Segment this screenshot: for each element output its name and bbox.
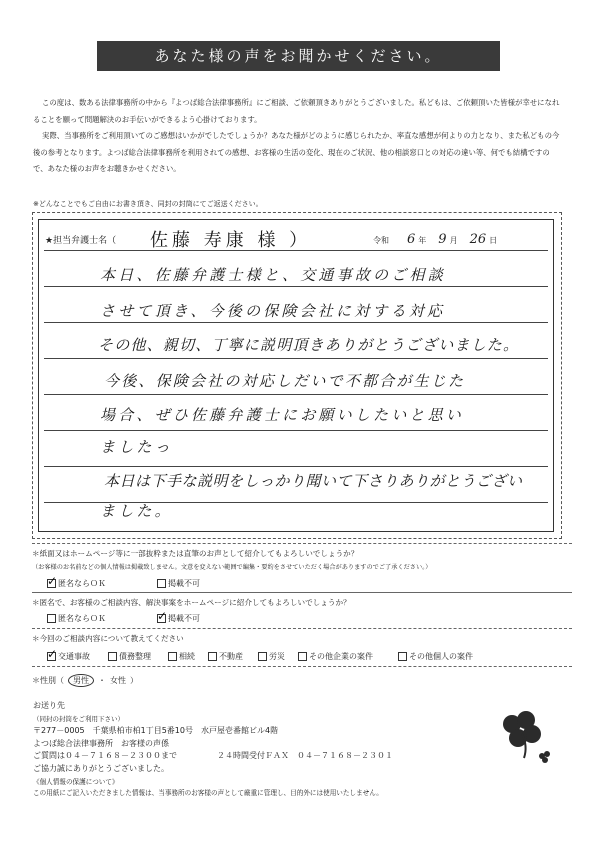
address-postal: 〒277－0005 千葉県柏市柏1丁目5番10号 水戸屋壱番館ビル4階	[33, 726, 279, 736]
letter-rule	[44, 394, 548, 395]
gender-female[interactable]: 女性	[110, 676, 126, 685]
checkbox-icon[interactable]	[157, 579, 166, 588]
letter-line-2: させて頂き、今後の保険会社に対する対応	[100, 302, 446, 320]
letter-rule	[44, 430, 548, 431]
q3-option-workplace-injury[interactable]	[258, 651, 285, 662]
letter-rule	[44, 250, 548, 251]
letter-line-1: 本日、佐藤弁護士様と、交通事故のご相談	[100, 266, 446, 284]
gender-field	[32, 674, 138, 687]
privacy-text: この用紙にご記入いただきました情報は、当事務所のお客様の声として厳重に管理し、目的外には使用いたしません。	[33, 789, 383, 797]
date-month-unit: 月	[449, 236, 458, 245]
divider	[32, 543, 572, 544]
letter-line-3: その他、親切、丁寧に説明頂きありがとうございました。	[98, 336, 520, 354]
date-day-unit: 日	[489, 236, 498, 245]
q3-option-label: 債務整理	[119, 652, 151, 661]
checkbox-icon[interactable]	[168, 652, 177, 661]
gender-close: ）	[130, 676, 138, 685]
lawyer-label: ★担当弁護士名（	[45, 236, 117, 246]
q3-option-label: その他個人の案件	[409, 652, 473, 661]
page-title: あなた様の声をお聞かせください。	[97, 41, 500, 71]
address-thanks: ご協力誠にありがとうございました。	[33, 763, 169, 773]
checkbox-icon[interactable]	[47, 614, 56, 623]
q2-option-label: 匿名ならＯＫ	[58, 614, 106, 623]
q1-question: ＊紙面又はホームページ等に一部抜粋または直筆のお声として紹介してもよろしいでしょうか？	[32, 549, 359, 558]
letter-line-5: 場合、ぜひ佐藤弁護士にお願いしたいと思い	[100, 406, 465, 424]
checkbox-checked-icon[interactable]	[47, 579, 56, 588]
letter-line-7: 本日は下手な説明をしっかり聞いて下さりありがとうござい	[104, 472, 523, 490]
q3-option-label: その他企業の案件	[309, 652, 373, 661]
survey-section	[32, 540, 572, 690]
q3-option-inheritance[interactable]	[168, 651, 195, 662]
q3-option-other-corporate[interactable]	[298, 651, 373, 662]
date-field	[373, 232, 497, 247]
intro-text	[33, 95, 563, 178]
checkbox-icon[interactable]	[108, 652, 117, 661]
letter-rule	[44, 286, 548, 287]
letter-rule	[44, 358, 548, 359]
address-office: よつば総合法律事務所 お客様の声係	[33, 738, 169, 748]
q3-question: ＊今回のご相談内容について教えてください	[32, 634, 184, 643]
free-writing-note: ※どんなことでもご自由にお書き頂き、同封の封筒にてご返送ください。	[33, 200, 263, 208]
letter-line-6: ましたっ	[100, 438, 173, 456]
letter-rule	[44, 322, 548, 323]
date-day: 26	[469, 232, 487, 247]
q3-option-other-personal[interactable]	[398, 651, 473, 662]
mailing-address	[33, 700, 393, 776]
q2-question: ＊匿名で、お客様のご相談内容、解決事案をホームページに紹介してもよろしいでしょうか？	[32, 598, 351, 607]
address-heading-note: （同封の封筒をご利用下さい）	[33, 714, 124, 723]
q2-option-anonymous-ok[interactable]	[47, 613, 106, 624]
checkbox-checked-icon[interactable]	[157, 614, 166, 623]
q1-option-label: 匿名ならＯＫ	[58, 579, 106, 588]
address-tel: ご質問は０４－７１６８－２３００まで	[33, 751, 177, 761]
address-heading: お送り先	[33, 701, 65, 710]
checkbox-icon[interactable]	[208, 652, 217, 661]
gender-male-selected[interactable]: 男性	[68, 674, 94, 687]
q3-option-label: 相続	[179, 652, 195, 661]
address-fax: ２４時間受付ＦＡＸ ０４－７１６８－２３０１	[217, 751, 393, 761]
date-year: 6	[407, 232, 416, 247]
intro-paragraph-1: この度は、数ある法律事務所の中から『よつば総合法律事務所』にご相談、ご依頼頂きありがとうございました。私どもは、ご依頼頂いた皆様が幸せになれることを願って問題解決のお手伝いができるよう心掛けております。	[33, 98, 560, 124]
date-year-unit: 年	[418, 236, 427, 245]
q3-option-real-estate[interactable]	[208, 651, 243, 662]
checkbox-icon[interactable]	[298, 652, 307, 661]
checkbox-icon[interactable]	[398, 652, 407, 661]
q3-option-label: 労災	[269, 652, 285, 661]
intro-paragraph-2: 実際、当事務所をご利用頂いてのご感想はいかがでしたでしょうか？あなた様がどのように感じられたか、率直な感想が何よりの力となり、また私どもの今後の参考となります。よつば総合法律事務所を利用されての感想、お客様の生活の変化、現在のご状況、他の相談窓口との対応の違い等、何でも結構ですので、あなた様のお声をお聴きかせください。	[33, 131, 560, 173]
q1-option-no-publish[interactable]	[157, 578, 200, 589]
q1-option-anonymous-ok[interactable]	[47, 578, 106, 589]
gender-separator: ・	[98, 676, 106, 685]
privacy-notice	[33, 777, 383, 799]
checkbox-icon[interactable]	[258, 652, 267, 661]
divider	[32, 628, 572, 629]
divider	[32, 666, 572, 667]
gender-label: ＊性別（	[32, 676, 64, 685]
checkbox-checked-icon[interactable]	[47, 652, 56, 661]
letter-rule	[44, 466, 548, 467]
letter-line-8: ました。	[100, 502, 173, 520]
q2-option-no-publish[interactable]	[157, 613, 200, 624]
lawyer-name-handwritten: 佐藤 寿康 様 ）	[150, 230, 312, 251]
date-era: 令和	[373, 236, 389, 245]
q1-note: （お客様のお名前などの個人情報は掲載致しません。文意を変えない範囲で編集・要約をさせていただく場合がありますのでご了承ください。）	[32, 564, 432, 571]
privacy-heading: 《個人情報の保護について》	[33, 778, 119, 786]
q3-option-traffic-accident[interactable]	[47, 651, 90, 662]
q2-option-label: 掲載不可	[168, 614, 200, 623]
q3-option-debt[interactable]	[108, 651, 151, 662]
divider	[32, 592, 572, 593]
clover-logo-icon	[498, 710, 554, 768]
date-month: 9	[438, 232, 447, 247]
q3-option-label: 交通事故	[58, 652, 90, 661]
q1-option-label: 掲載不可	[168, 579, 200, 588]
letter-line-4: 今後、保険会社の対応しだいで不都合が生じた	[104, 372, 466, 390]
q3-option-label: 不動産	[219, 652, 243, 661]
